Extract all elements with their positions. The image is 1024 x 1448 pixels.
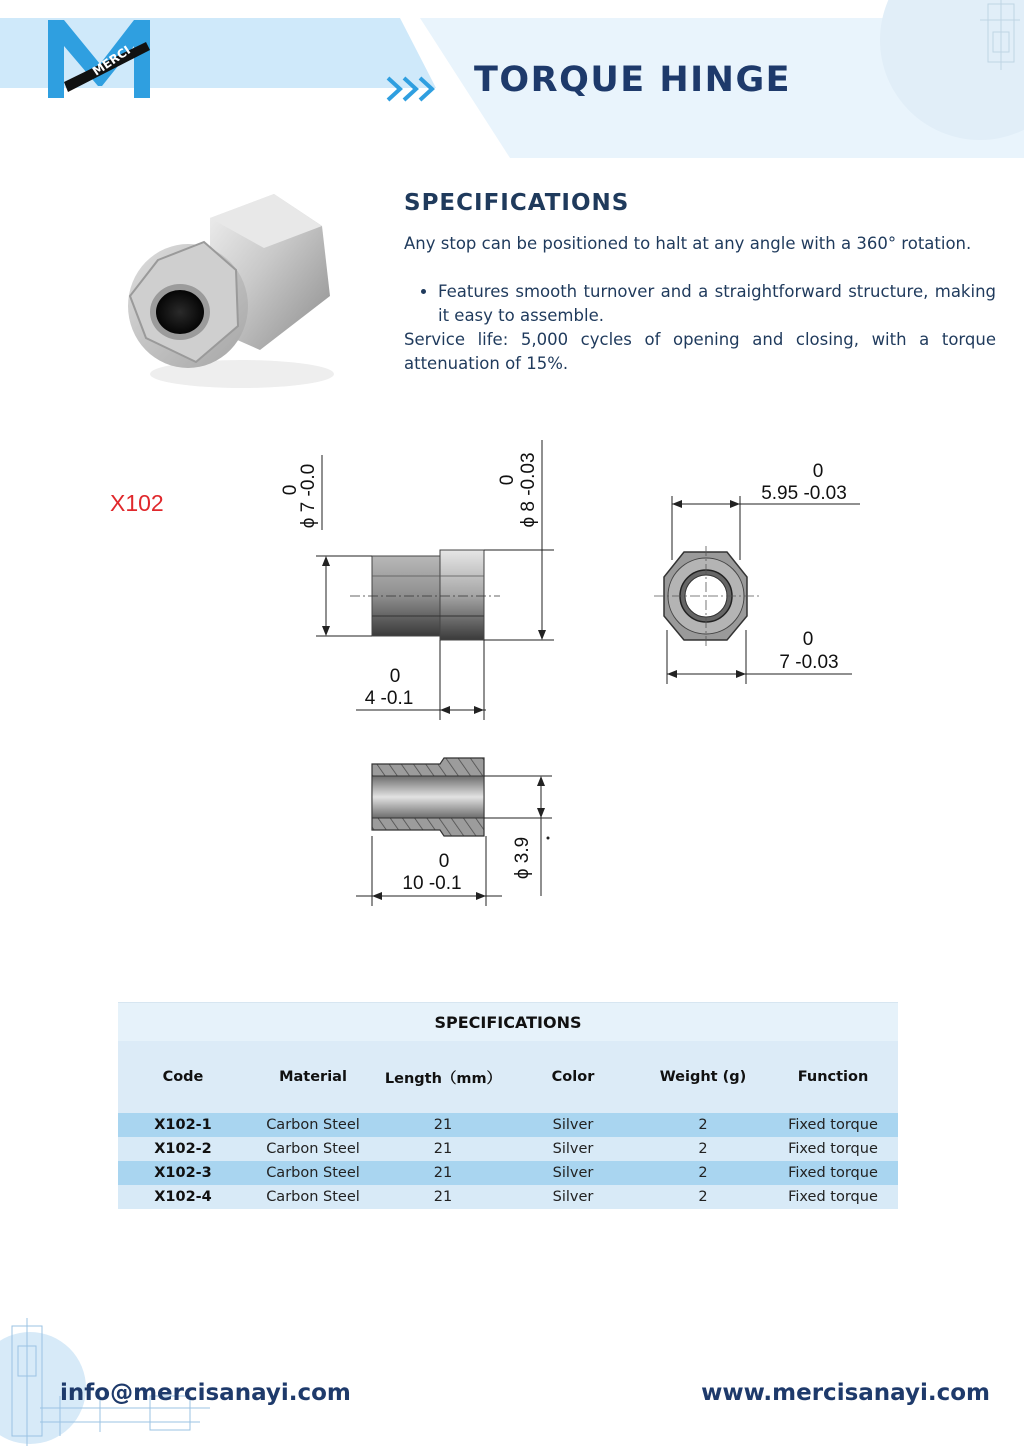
dim-across-upper: 0	[802, 629, 814, 650]
dim-flat-upper: 0	[812, 461, 824, 482]
cell-color: Silver	[508, 1137, 638, 1161]
product-photo	[124, 178, 360, 398]
cell-weight: 2	[638, 1161, 768, 1185]
col-header-length: Length（mm）	[378, 1041, 508, 1113]
merci-logo	[44, 16, 156, 104]
col-header-color: Color	[508, 1041, 638, 1113]
col-header-function: Function	[768, 1041, 898, 1113]
chevron-arrows-icon	[384, 72, 444, 106]
table-row	[118, 1113, 898, 1137]
dim-flat: 5.95 -0.03	[761, 483, 847, 504]
model-code: X102	[110, 490, 164, 516]
cell-color: Silver	[508, 1161, 638, 1185]
cell-code: X102-3	[118, 1161, 248, 1185]
spec-service-life: Service life: 5,000 cycles of opening and closing, with a torque attenuation of 15%.	[404, 330, 996, 373]
cell-color: Silver	[508, 1113, 638, 1137]
side-view	[280, 440, 554, 720]
cell-code: X102-2	[118, 1137, 248, 1161]
dim-dia8: ϕ 8 -0.03	[518, 452, 539, 528]
table-header-row	[118, 1041, 898, 1113]
dim-dia8-upper: 0	[497, 474, 518, 486]
table-title: SPECIFICATIONS	[118, 1003, 898, 1042]
cell-weight: 2	[638, 1137, 768, 1161]
cell-code: X102-4	[118, 1185, 248, 1209]
specifications-table	[118, 1002, 898, 1209]
footer-decoration	[0, 1296, 215, 1448]
spec-intro: Any stop can be positioned to halt at any angle with a 360° rotation.	[404, 234, 972, 253]
cell-function: Fixed torque	[768, 1113, 898, 1137]
cell-color: Silver	[508, 1185, 638, 1209]
cell-function: Fixed torque	[768, 1185, 898, 1209]
col-header-weight: Weight (g)	[638, 1041, 768, 1113]
specifications-heading: SPECIFICATIONS	[404, 190, 630, 216]
section-view	[356, 758, 552, 906]
cell-function: Fixed torque	[768, 1161, 898, 1185]
col-header-code: Code	[118, 1041, 248, 1113]
specifications-text	[404, 232, 996, 376]
cell-length: 21	[378, 1185, 508, 1209]
table-row	[118, 1185, 898, 1209]
dim-dia7: ϕ 7 -0.0	[298, 463, 319, 529]
technical-drawing	[0, 430, 1024, 920]
dim-across: 7 -0.03	[779, 652, 839, 673]
dim-len4-upper: 0	[389, 666, 401, 687]
table-row	[118, 1137, 898, 1161]
table-row	[118, 1161, 898, 1185]
cell-weight: 2	[638, 1113, 768, 1137]
logo-text: MERCI	[89, 43, 134, 79]
cell-function: Fixed torque	[768, 1137, 898, 1161]
dim-len10: 10 -0.1	[402, 873, 462, 894]
col-header-material: Material	[248, 1041, 378, 1113]
dim-len4: 4 -0.1	[364, 688, 414, 709]
cell-material: Carbon Steel	[248, 1137, 378, 1161]
cell-length: 21	[378, 1113, 508, 1137]
cell-material: Carbon Steel	[248, 1113, 378, 1137]
footer-website-link[interactable]: www.mercisanayi.com	[701, 1380, 990, 1406]
page-title: TORQUE HINGE	[474, 60, 792, 100]
cell-length: 21	[378, 1161, 508, 1185]
footer-email-link[interactable]: info@mercisanayi.com	[60, 1380, 351, 1406]
front-view	[654, 461, 860, 684]
dim-len10-upper: 0	[438, 851, 450, 872]
cell-material: Carbon Steel	[248, 1185, 378, 1209]
cell-code: X102-1	[118, 1113, 248, 1137]
cell-weight: 2	[638, 1185, 768, 1209]
dim-bore: ϕ 3.9	[512, 836, 533, 880]
cell-material: Carbon Steel	[248, 1161, 378, 1185]
cell-length: 21	[378, 1137, 508, 1161]
dim-dia7-upper: 0	[280, 484, 301, 496]
spec-bullet: • Features smooth turnover and a straightforward structure, making it easy to assemble.	[438, 280, 996, 328]
spec-bullet-list	[404, 280, 996, 328]
